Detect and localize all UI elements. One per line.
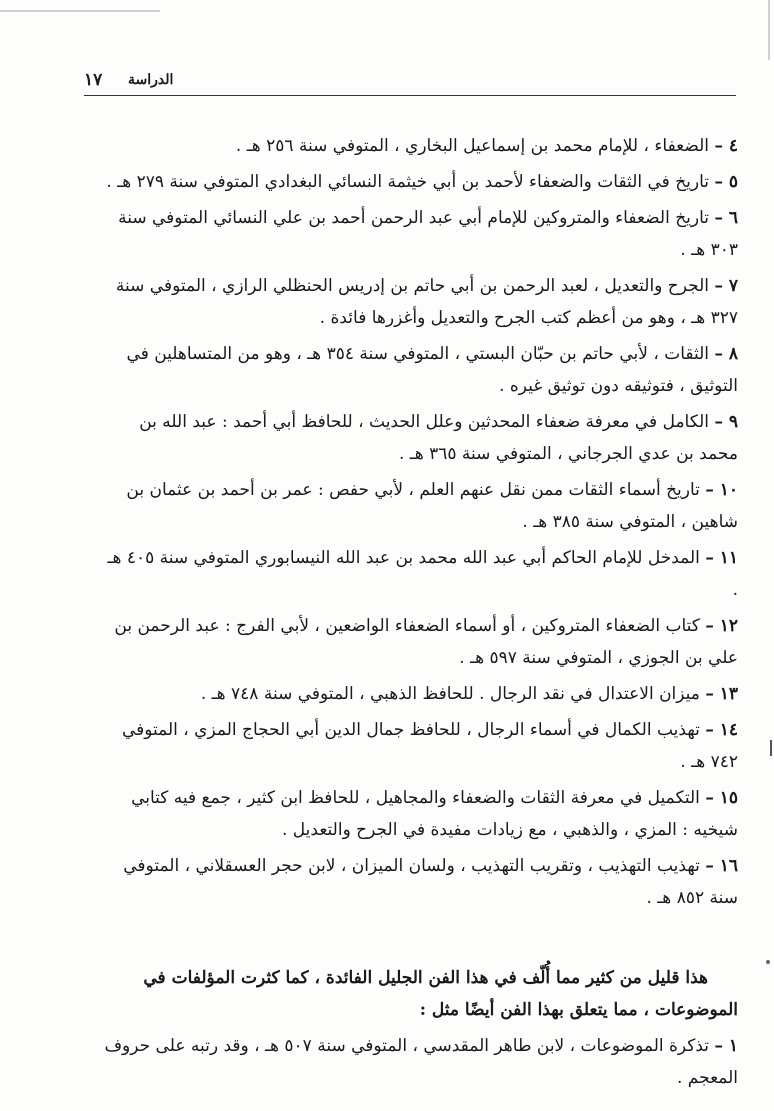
list-item-text: كتاب الضعفاء المتروكين ، أو أسماء الضعفاء الواضعين ، لأبي الفرج : عبد الرحمن بن علي بن الجوزي ، المتوفي سنة ٥٩٧ هـ . bbox=[114, 616, 738, 668]
list-item-number: ٨ – bbox=[714, 344, 738, 364]
running-header bbox=[84, 70, 736, 94]
margin-mark bbox=[770, 740, 772, 756]
list-item bbox=[100, 202, 738, 266]
list-item-number: ٩ – bbox=[714, 412, 738, 432]
list-item-text: تهذيب الكمال في أسماء الرجال ، للحافظ جمال الدين أبي الحجاج المزي ، المتوفي ٧٤٢ هـ . bbox=[121, 720, 738, 772]
page-body bbox=[100, 130, 738, 1098]
scan-top-line bbox=[0, 10, 160, 12]
list-item bbox=[100, 714, 738, 778]
list-item bbox=[100, 542, 738, 606]
list-item-text: الجرح والتعديل ، لعبد الرحمن بن أبي حاتم بن إدريس الحنظلي الرازي ، المتوفي سنة ٣٢٧ هـ ، وهو من أعظم كتب الجرح والتعديل وأغزرها فائدة . bbox=[115, 276, 738, 328]
list-item-number: ١٦ – bbox=[705, 856, 738, 876]
list-item-number: ٥ – bbox=[714, 172, 738, 192]
list-item-number: ١١ – bbox=[705, 548, 738, 568]
list-item-text: تاريخ أسماء الثقات ممن نقل عنهم العلم ، لأبي حفص : عمر بن أحمد بن عثمان بن شاهين ، المتوفي سنة ٣٨٥ هـ . bbox=[126, 480, 738, 532]
list-item-text: تهذيب التهذيب ، وتقريب التهذيب ، ولسان الميزان ، لابن حجر العسقلاني ، المتوفي سنة ٨٥٢ هـ . bbox=[123, 856, 738, 908]
list-item bbox=[100, 678, 738, 710]
list-item-number: ٧ – bbox=[714, 276, 738, 296]
list-item-text: تاريخ في الثقات والضعفاء لأحمد بن أبي خيثمة النسائي البغدادي المتوفي سنة ٢٧٩ هـ . bbox=[106, 172, 710, 192]
list-item-number: ٤ – bbox=[714, 136, 738, 156]
list-item bbox=[100, 130, 738, 162]
list-item-number: ١٠ – bbox=[705, 480, 738, 500]
list-item-text: الكامل في معرفة ضعفاء المحدثين وعلل الحديث ، للحافظ أبي أحمد : عبد الله بن محمد بن عدي الجرجاني ، المتوفي سنة ٣٦٥ هـ . bbox=[139, 412, 738, 464]
page-number: ١٧ bbox=[84, 70, 103, 90]
list-item-number: ١٥ – bbox=[705, 788, 738, 808]
list-item bbox=[100, 610, 738, 674]
list-item-number: ٦ – bbox=[714, 208, 738, 228]
scan-edge bbox=[768, 0, 770, 60]
list-item bbox=[100, 166, 738, 198]
margin-dot bbox=[766, 960, 770, 964]
list-item-number: ١٤ – bbox=[705, 720, 738, 740]
intro-paragraph: هذا قليل من كثير مما أُلّف في هذا الفن الجليل الفائدة ، كما كثرت المؤلفات في الموضوعات ، مما يتعلق بهذا الفن أيضًا مثل : bbox=[143, 968, 738, 1020]
list-item-text: التكميل في معرفة الثقات والضعفاء والمجاهيل ، للحافظ ابن كثير ، جمع فيه كتابي شيخيه : المزي ، والذهبي ، مع زيادات مفيدة في الجرح والتعديل . bbox=[131, 788, 738, 840]
list-item bbox=[100, 406, 738, 470]
header-rule bbox=[84, 95, 736, 96]
list-item-text: تذكرة الموضوعات ، لابن طاهر المقدسي ، المتوفي سنة ٥٠٧ هـ ، وقد رتبه على حروف المعجم . bbox=[104, 1036, 738, 1088]
list-item bbox=[100, 338, 738, 402]
list-item bbox=[100, 270, 738, 334]
list-item bbox=[100, 1030, 738, 1094]
list-item-text: الثقات ، لأبي حاتم بن حبّان البستي ، المتوفي سنة ٣٥٤ هـ ، وهو من المتساهلين في التوثيق ، فتوثيقه دون توثيق غيره . bbox=[126, 344, 738, 396]
list-item-text: الضعفاء ، للإمام محمد بن إسماعيل البخاري ، المتوفي سنة ٢٥٦ هـ . bbox=[235, 136, 710, 156]
list-item-text: المدخل للإمام الحاكم أبي عبد الله محمد بن عبد الله النيسابوري المتوفي سنة ٤٠٥ هـ . bbox=[107, 548, 738, 600]
list-item-number: ١٣ – bbox=[705, 684, 738, 704]
list-item bbox=[100, 850, 738, 914]
list-item bbox=[100, 474, 738, 538]
list-item-number: ١٢ – bbox=[705, 616, 738, 636]
list-item-number: ١ – bbox=[714, 1036, 738, 1056]
list-item-text: ميزان الاعتدال في نقد الرجال . للحافظ الذهبي ، المتوفي سنة ٧٤٨ هـ . bbox=[200, 684, 700, 704]
running-header-section: الدراسة bbox=[128, 72, 174, 88]
list-item-text: تاريخ الضعفاء والمتروكين للإمام أبي عبد الرحمن أحمد بن علي النسائي المتوفي سنة ٣٠٣ هـ . bbox=[118, 208, 738, 260]
list-item bbox=[100, 782, 738, 846]
